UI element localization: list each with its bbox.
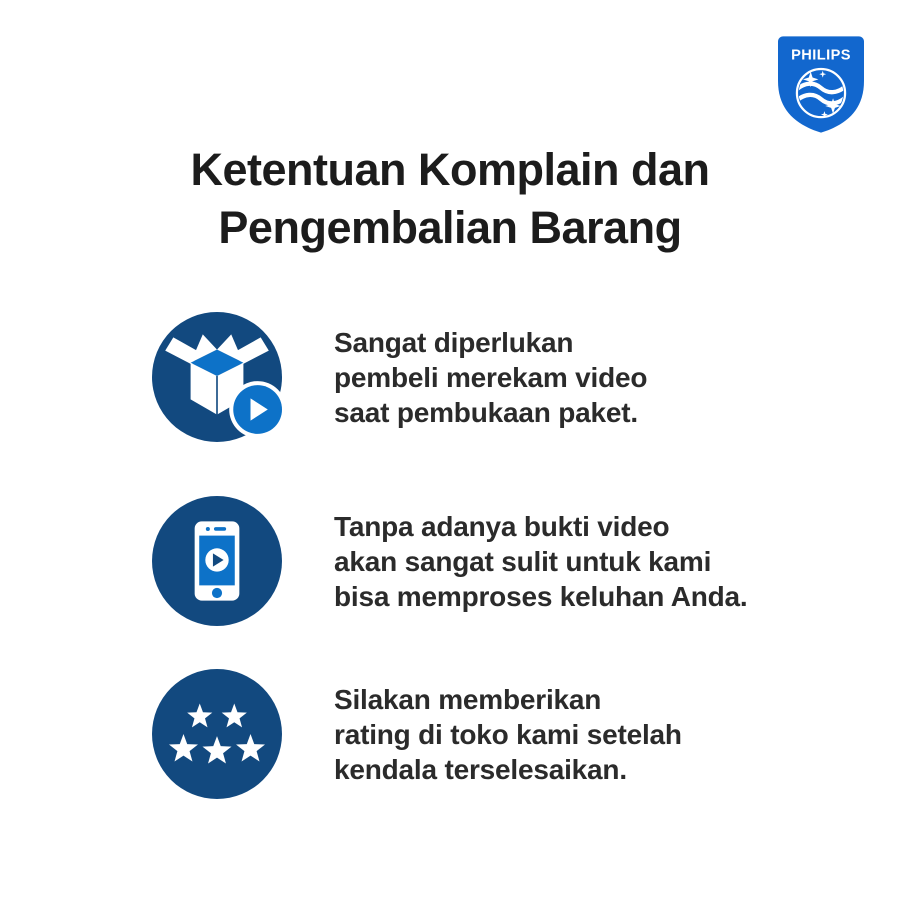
play-icon bbox=[205, 548, 228, 571]
phone-video-icon bbox=[152, 496, 282, 626]
title-line-2: Pengembalian Barang bbox=[218, 202, 682, 253]
phone-camera-dot bbox=[206, 527, 210, 531]
page-title bbox=[0, 141, 900, 257]
text-line: saat pembukaan paket. bbox=[334, 396, 638, 428]
text-line: bisa memproses keluhan Anda. bbox=[334, 580, 748, 612]
text-line: rating di toko kami setelah bbox=[334, 718, 682, 750]
info-item-unboxing bbox=[152, 312, 647, 442]
info-item-video-proof bbox=[152, 496, 748, 626]
phone-home-button bbox=[212, 588, 222, 598]
philips-logo bbox=[778, 36, 864, 133]
text-line: pembeli merekam video bbox=[334, 361, 648, 393]
text-line: akan sangat sulit untuk kami bbox=[334, 545, 712, 577]
title-line-1: Ketentuan Komplain dan bbox=[190, 144, 710, 195]
text-line: Silakan memberikan bbox=[334, 683, 602, 715]
info-text-unboxing bbox=[334, 325, 647, 430]
unboxing-video-icon bbox=[152, 312, 282, 442]
text-line: kendala terselesaikan. bbox=[334, 753, 627, 785]
play-badge-icon bbox=[229, 381, 286, 438]
five-stars-rating-icon bbox=[152, 669, 282, 799]
phone-speaker-bar bbox=[214, 527, 226, 531]
text-line: Tanpa adanya bukti video bbox=[334, 510, 670, 542]
info-item-rating bbox=[152, 669, 682, 799]
philips-shield-icon bbox=[778, 36, 864, 133]
philips-wordmark: PHILIPS bbox=[791, 47, 851, 64]
info-text-rating bbox=[334, 682, 682, 787]
info-text-video-proof bbox=[334, 509, 748, 614]
text-line: Sangat diperlukan bbox=[334, 326, 574, 358]
